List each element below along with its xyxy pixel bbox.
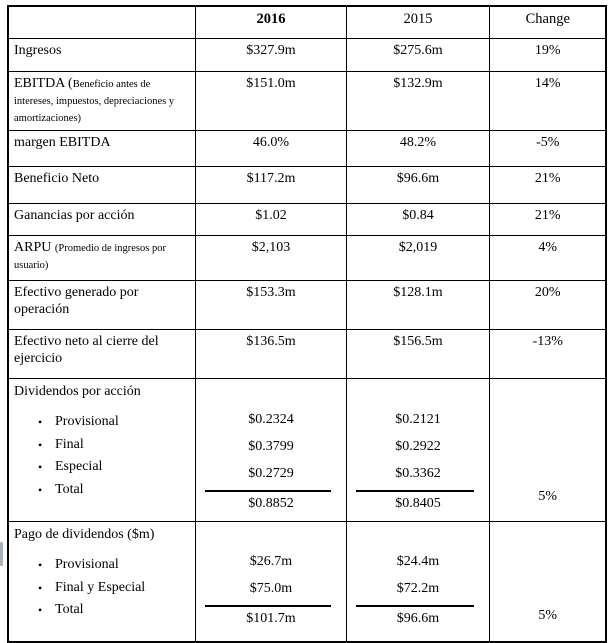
row-label-text: Ganancias por acción: [14, 208, 135, 223]
row-label-text: margen EBITDA: [14, 135, 111, 150]
value-2015: $156.5m: [346, 330, 489, 379]
value-change: 5%: [538, 489, 558, 504]
row-label-text: Beneficio Neto: [14, 171, 100, 186]
table-row: [8, 236, 606, 281]
value-2015: $72.2m: [396, 581, 440, 596]
row-label: [8, 281, 195, 330]
bullet-icon: •: [38, 460, 43, 474]
list-item: [14, 577, 191, 600]
section-title: Dividendos por acción: [14, 384, 141, 399]
document-page: [7, 5, 607, 643]
list-item: [14, 411, 191, 434]
value-2016: $327.9m: [195, 39, 346, 72]
value-change: -5%: [489, 131, 606, 167]
list-item-label: Total: [55, 602, 84, 617]
row-label-text: Efectivo generado por operación: [14, 285, 139, 317]
table-section-row: [8, 379, 606, 522]
value-change: 21%: [489, 204, 606, 236]
values-2015-cell: [346, 522, 489, 643]
value-2016: $117.2m: [195, 167, 346, 204]
bullet-icon: •: [38, 482, 43, 497]
total-2016: $0.8852: [248, 496, 294, 511]
row-label-text: Efectivo neto al cierre del ejercicio: [14, 334, 159, 366]
total-2015: $0.8405: [395, 496, 441, 511]
table-header-row: [8, 6, 606, 39]
value-2016: $0.3799: [248, 439, 294, 454]
value-2015: $0.2121: [395, 412, 441, 427]
value-change: 4%: [489, 236, 606, 281]
value-change: 19%: [489, 39, 606, 72]
value-change: 14%: [489, 72, 606, 131]
table-section-row: [8, 522, 606, 643]
value-2016: $75.0m: [249, 581, 293, 596]
total-2015: $96.6m: [396, 611, 440, 626]
row-label-text: EBITDA (: [14, 76, 73, 91]
value-change: 5%: [538, 608, 558, 623]
list-item-label: Total: [55, 481, 84, 497]
row-label-paren: (Promedio de ingresos por usuario): [14, 243, 166, 271]
table-row: [8, 39, 606, 72]
value-2015: $128.1m: [346, 281, 489, 330]
value-2015: 48.2%: [346, 131, 489, 167]
table-row: [8, 330, 606, 379]
row-label-text: Ingresos: [14, 43, 62, 58]
values-2016-cell: [195, 379, 346, 522]
bullet-list: [14, 554, 191, 622]
list-item-label: Final: [55, 436, 84, 452]
row-label: [8, 39, 195, 72]
row-label: [8, 204, 195, 236]
section-label-cell: [8, 522, 195, 643]
total-2016: $101.7m: [246, 611, 296, 626]
bullet-list: [14, 411, 191, 501]
table-row: [8, 131, 606, 167]
value-2015: $0.2922: [395, 439, 441, 454]
value-2016: $153.3m: [195, 281, 346, 330]
header-col-2015: 2015: [346, 6, 489, 39]
value-change: 21%: [489, 167, 606, 204]
value-2016: $26.7m: [249, 554, 293, 569]
header-col-change: Change: [489, 6, 606, 39]
list-item-label: Provisional: [55, 557, 119, 572]
bullet-icon: •: [38, 580, 43, 595]
bullet-icon: •: [38, 558, 43, 572]
value-2015: $24.4m: [396, 554, 440, 569]
value-2016: $136.5m: [195, 330, 346, 379]
value-2015: $96.6m: [346, 167, 489, 204]
list-item: [14, 456, 191, 479]
section-label-cell: [8, 379, 195, 522]
value-2015: $275.6m: [346, 39, 489, 72]
change-cell: [489, 379, 606, 522]
screen-edge-artifact: [0, 542, 3, 566]
list-item: [14, 599, 191, 622]
table-row: [8, 167, 606, 204]
value-2015: $0.3362: [395, 466, 441, 481]
value-2016: $0.2324: [248, 412, 294, 427]
bullet-icon: •: [38, 603, 43, 617]
value-2016: $151.0m: [195, 72, 346, 131]
value-2015: $2,019: [346, 236, 489, 281]
row-label: [8, 167, 195, 204]
list-item: [14, 479, 191, 502]
values-2016-cell: [195, 522, 346, 643]
list-item: [14, 554, 191, 577]
table-row: [8, 204, 606, 236]
value-2016: 46.0%: [195, 131, 346, 167]
row-label-paren: Beneficio antes de intereses, impuestos, depreciaciones y amortizaciones): [14, 79, 175, 124]
value-2015: $0.84: [346, 204, 489, 236]
value-change: 20%: [489, 281, 606, 330]
change-cell: [489, 522, 606, 643]
header-col-2016: 2016: [195, 6, 346, 39]
values-2015-cell: [346, 379, 489, 522]
row-label: [8, 72, 195, 131]
table-row: [8, 72, 606, 131]
row-label: [8, 236, 195, 281]
header-blank-cell: [8, 6, 195, 39]
value-2016: $1.02: [195, 204, 346, 236]
value-change: -13%: [489, 330, 606, 379]
list-item-label: Provisional: [55, 414, 119, 429]
table-row: [8, 281, 606, 330]
value-2016: $0.2729: [248, 466, 294, 481]
financial-summary-table: [7, 5, 607, 643]
list-item-label: Especial: [55, 459, 103, 474]
list-item-label: Final y Especial: [55, 579, 146, 595]
value-2015: $132.9m: [346, 72, 489, 131]
bullet-icon: •: [38, 415, 43, 429]
row-label: [8, 131, 195, 167]
list-item: [14, 434, 191, 457]
row-label-text: ARPU: [14, 240, 55, 255]
value-2016: $2,103: [195, 236, 346, 281]
bullet-icon: •: [38, 437, 43, 452]
section-title: Pago de dividendos ($m): [14, 527, 155, 542]
row-label: [8, 330, 195, 379]
